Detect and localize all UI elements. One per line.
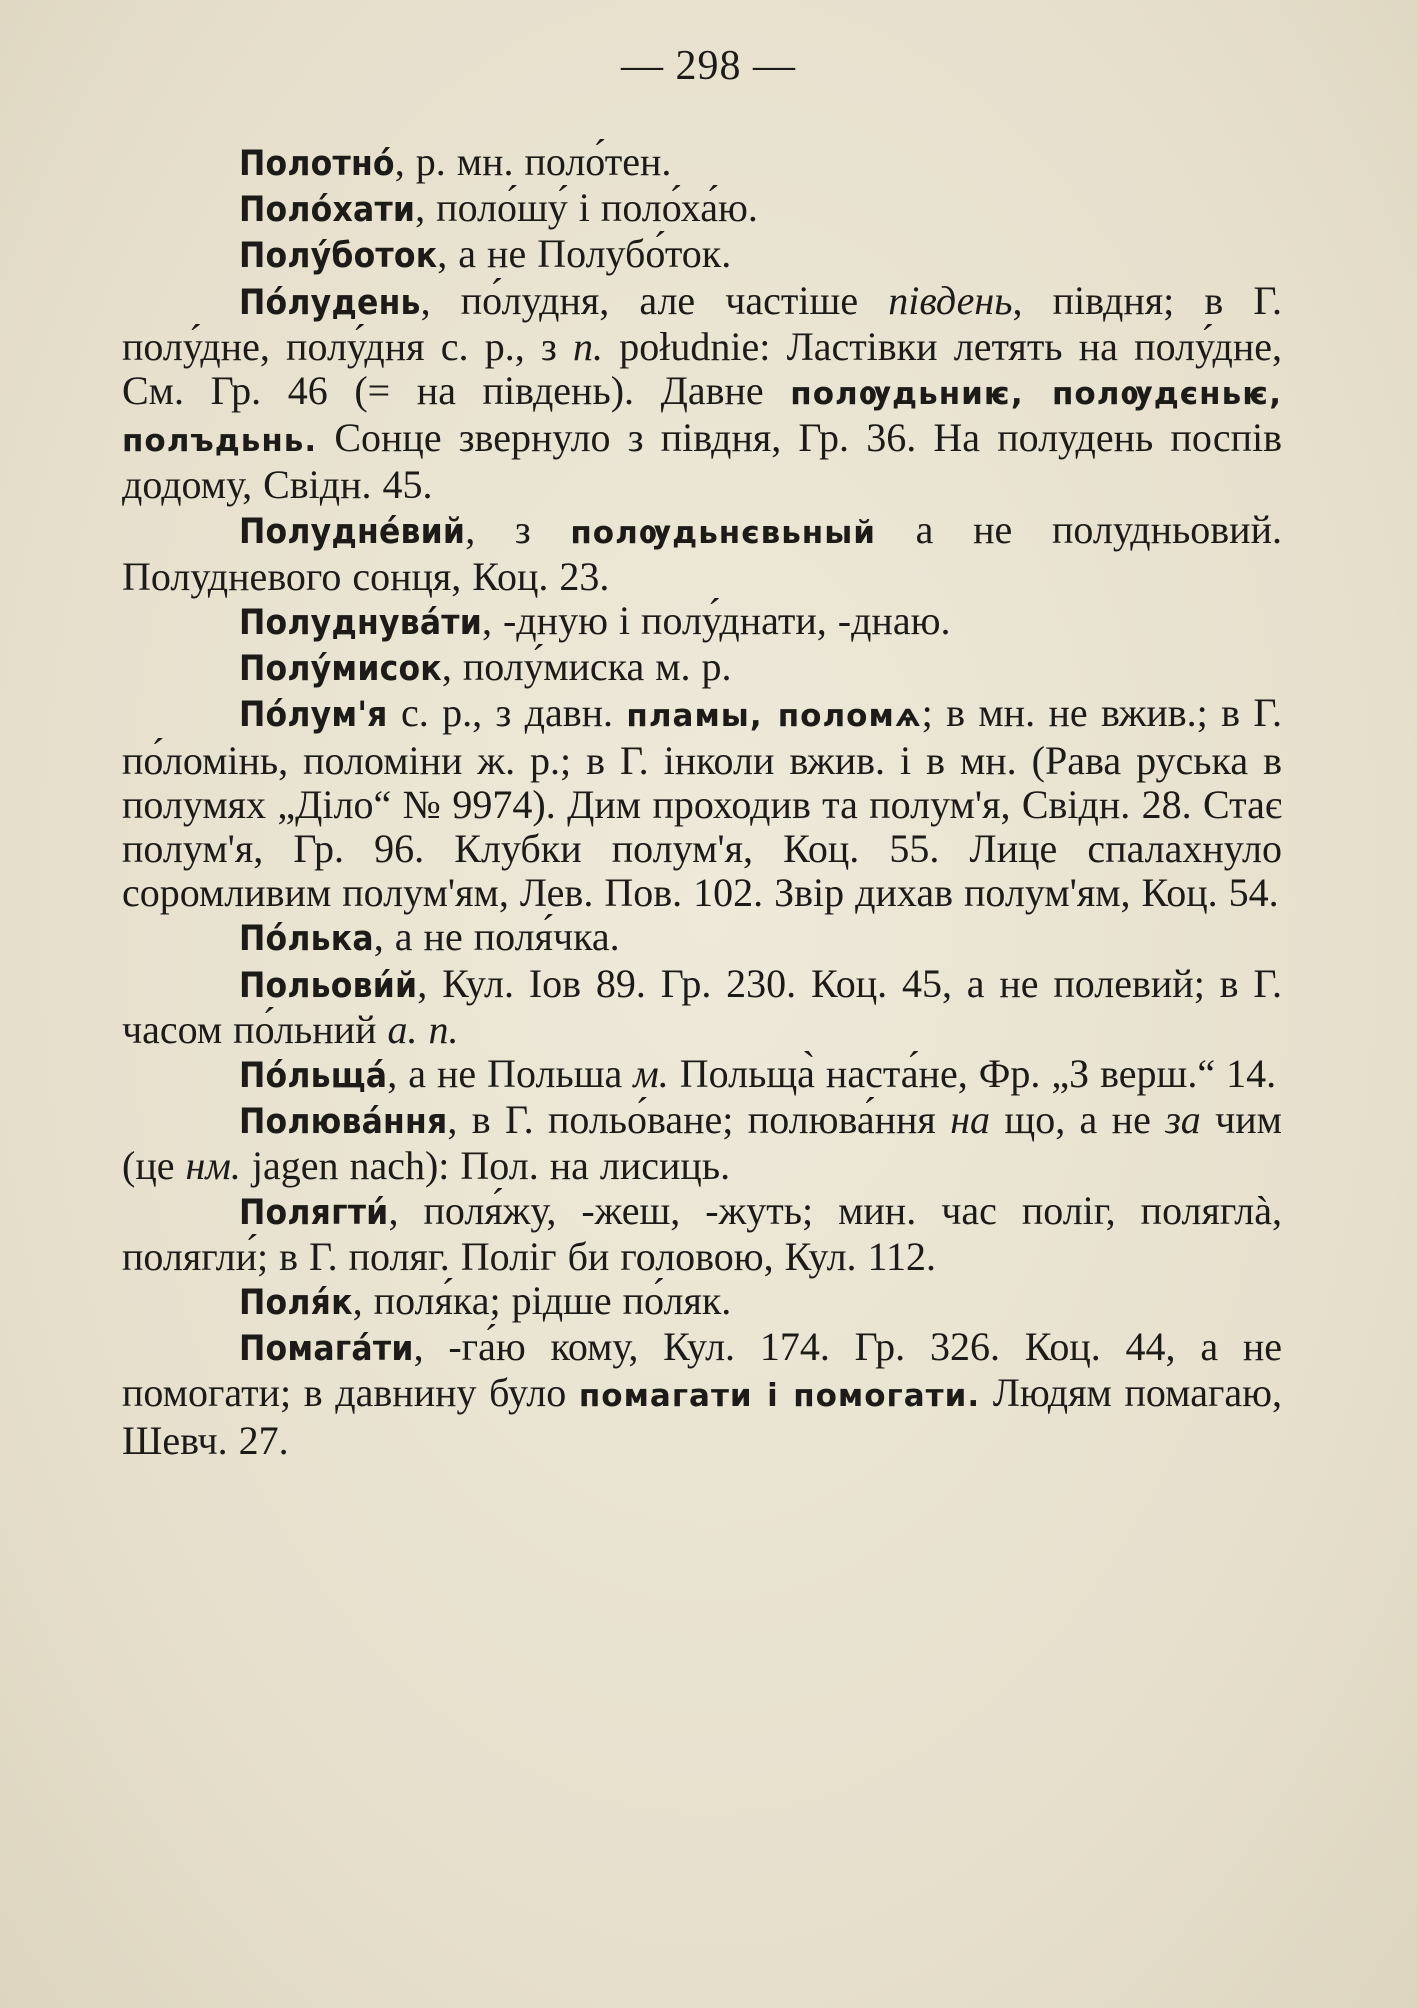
entry-text: , по́лудня, але частіше <box>420 277 889 323</box>
entry-headword: Полу́мисок <box>239 649 442 690</box>
dictionary-entry <box>122 279 1282 508</box>
entry-italic-term: за <box>1165 1097 1201 1143</box>
entry-text: ; в мн. не вжив.; в Г. по́ломінь, поломіни ж. р.; в Г. інколи вжив. і в мн. (Рава руська в полумях „Діло“ № 9974). Дим проходив та полум'я, Свідн. 28. Стає полум'я, Гр. 96. Клубки полум'я, Коц. 55. Лице спалахнуло соромливим полум'ям, Лев. Пов. 102. Звір дихав полум'ям, Коц. 54. <box>122 690 1283 916</box>
entry-text: , півдня; в Г. полу́дне, полу́дня с. р., з <box>122 277 1282 369</box>
entry-italic-term: м. <box>633 1051 669 1097</box>
entry-text: , поля́ка; рідше по́ляк. <box>352 1278 732 1324</box>
entry-text: , -га́ю кому, Кул. 174. Гр. 326. Коц. 44, а не помогати; в давнину було <box>122 1324 1282 1416</box>
entry-text: , а не поля́чка. <box>373 914 620 960</box>
entry-headword: Полюва́ння <box>239 1102 448 1143</box>
entry-text: , в Г. польо́ване; полюва́ння <box>447 1097 951 1143</box>
old-slavonic-form: пламы, поломѧ <box>626 698 922 735</box>
dictionary-entry <box>122 1279 1282 1325</box>
dictionary-entry <box>122 962 1282 1052</box>
entry-text: , -дную і полу́днати, -днаю. <box>481 598 951 644</box>
entry-italic-term: п. <box>573 323 604 369</box>
entry-headword: По́лудень <box>239 282 421 323</box>
entry-text: południe: Ластівки летять на полу́дне, См. Гр. 46 (= на південь). Давне <box>122 323 1282 414</box>
entry-headword: По́лька <box>239 919 374 960</box>
entry-text: а не полудньовий. Полудневого сонця, Коц. 23. <box>122 506 1282 599</box>
dictionary-entry <box>122 645 1282 691</box>
entry-headword: Полягти́ <box>239 1192 389 1233</box>
dictionary-entry <box>122 1189 1282 1279</box>
dictionary-entry <box>122 915 1282 961</box>
entry-text: Сонце звернуло з півдня, Гр. 36. На полудень поспів додому, Свідн. 45. <box>122 415 1282 508</box>
entry-headword: По́льща́ <box>239 1056 388 1097</box>
entry-text: jagen nach): Пол. на лисиць. <box>240 1143 731 1189</box>
page-number: — 298 — <box>621 43 796 89</box>
entry-text: , поля́жу, -жеш, -жуть; мин. час поліг, поляглà, полягли́; в Г. поляг. Поліг би головою, Кул. 112. <box>122 1187 1282 1279</box>
entry-text: чим (це <box>122 1097 1282 1189</box>
dictionary-entry <box>122 1098 1282 1188</box>
entry-headword: Поля́к <box>239 1283 353 1324</box>
entry-headword: Польови́й <box>239 965 418 1006</box>
old-slavonic-form: полѹдьнєвьный <box>570 514 876 551</box>
entry-text: с. р., з давн. <box>387 690 627 736</box>
entry-text: Людям помагаю, Шевч. 27. <box>122 1370 1282 1463</box>
entry-headword: Помага́ти <box>239 1329 414 1370</box>
entry-text: , з <box>465 506 571 552</box>
entry-text: , Кул. Іов 89. Гр. 230. Коц. 45, а не полевий; в Г. часом по́льний <box>122 960 1282 1052</box>
dictionary-text <box>122 140 1282 1463</box>
dictionary-entry <box>122 232 1282 278</box>
entry-text: що, а не <box>990 1097 1166 1143</box>
entry-text: , полу́миска м. р. <box>441 644 732 690</box>
entry-text: , поло́шу́ і поло́ха́ю. <box>415 185 758 231</box>
dictionary-entry <box>122 140 1282 186</box>
entry-headword: Поло́хати <box>239 190 416 231</box>
entry-text: , р. мн. поло́тен. <box>394 139 672 184</box>
entry-italic-term: на <box>950 1097 991 1143</box>
old-slavonic-form: полѹдьниѥ, полѹдєньѥ, полъдьнь. <box>122 376 1282 460</box>
entry-headword: Полу́боток <box>239 236 438 277</box>
dictionary-entry <box>122 1052 1282 1098</box>
dictionary-entry <box>122 186 1282 232</box>
entry-text: Польща̀ наста́не, Фр. „З верш.“ 14. <box>668 1051 1277 1097</box>
dictionary-entry <box>122 599 1282 645</box>
entry-headword: По́лум'я <box>239 695 388 736</box>
entry-headword: Полуднува́ти <box>239 603 482 644</box>
dictionary-entry <box>122 691 1282 915</box>
dictionary-entry <box>122 1325 1282 1463</box>
entry-text: , а не Польша <box>387 1051 634 1097</box>
entry-headword: Полудне́вий <box>239 511 466 552</box>
dictionary-entry <box>122 508 1282 599</box>
old-slavonic-form: помагати і помогати. <box>578 1378 981 1415</box>
entry-italic-term: південь <box>888 277 1013 323</box>
entry-italic-term: нм. <box>185 1143 241 1189</box>
entry-headword: Полотно́ <box>239 144 395 184</box>
entry-text: , а не Полубо́ток. <box>437 231 732 277</box>
entry-italic-term: а. п. <box>387 1006 459 1052</box>
